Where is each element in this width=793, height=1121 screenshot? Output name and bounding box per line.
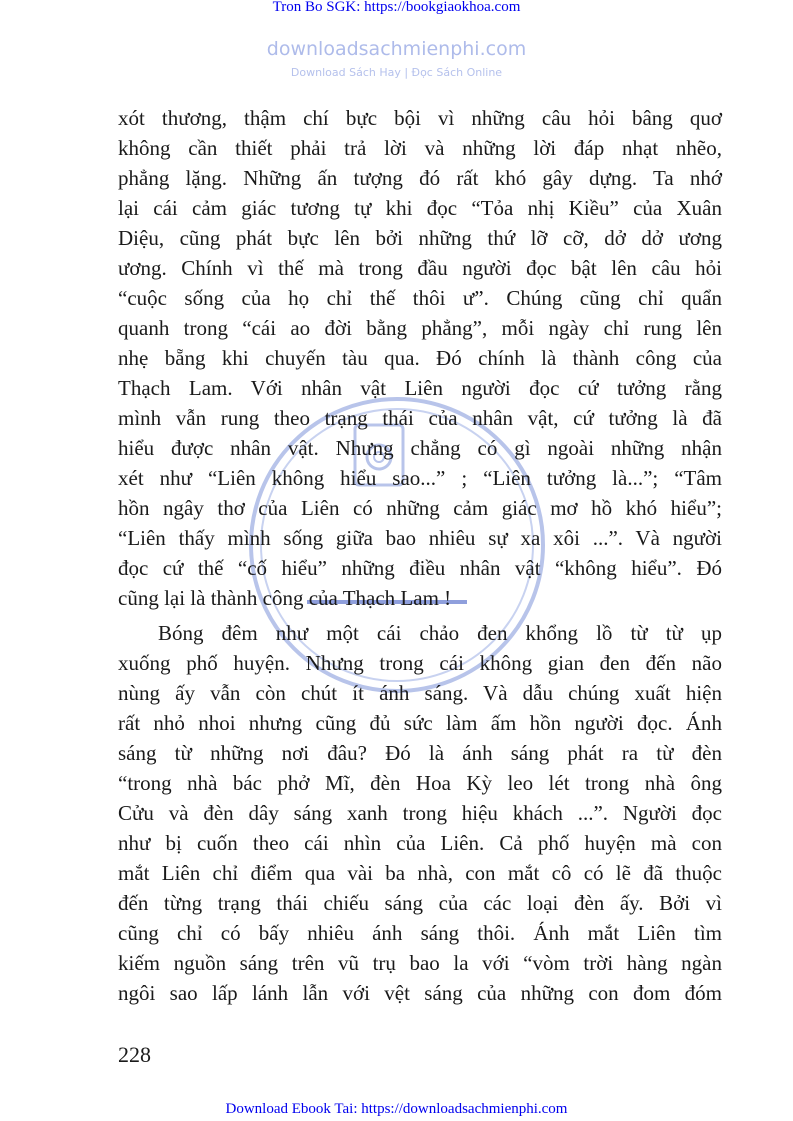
header-link[interactable]: Tron Bo SGK: https://bookgiaokhoa.com: [272, 0, 521, 15]
text-line: quanh trong “cái ao đời bằng phẳng”, mỗi ngày chỉ rung lên: [118, 316, 722, 340]
text-line: xót thương, thậm chí bực bội vì những câu hỏi bâng quơ: [118, 106, 722, 130]
text-line: xuống phố huyện. Nhưng trong cái không gian đen đến não: [118, 651, 722, 675]
text-line: mắt Liên chỉ điểm qua vài ba nhà, con mắt cô có lẽ đã thuộc: [118, 861, 722, 885]
text-line: cũng chỉ có bấy nhiêu ánh sáng thôi. Ánh mắt Liên tìm: [118, 921, 722, 945]
page-body: [118, 103, 722, 1008]
text-line: phẳng lặng. Những ấn tượng đó rất khó gây dựng. Ta nhớ: [118, 166, 722, 190]
watermark-text: downloadsachmienphi.com: [266, 38, 527, 60]
text-line: lại cái cảm giác tương tự khi đọc “Tỏa nhị Kiều” của Xuân: [118, 196, 722, 220]
text-line: “Liên thấy mình sống giữa bao nhiêu sự xa xôi ...”. Và người: [118, 526, 722, 550]
text-line: hiểu được nhân vật. Nhưng chẳng có gì ngoài những nhận: [118, 436, 722, 460]
text-line: Thạch Lam. Với nhân vật Liên người đọc cứ tưởng rằng: [118, 376, 722, 400]
text-line: xét như “Liên không hiểu sao...” ; “Liên tưởng là...”; “Tâm: [118, 466, 722, 490]
text-line: như bị cuốn theo cái nhìn của Liên. Cả phố huyện mà con: [118, 831, 722, 855]
text-line: “trong nhà bác phở Mĩ, đèn Hoa Kỳ leo lét trong nhà ông: [118, 771, 722, 795]
text-line: sáng từ những nơi đâu? Đó là ánh sáng phát ra từ đèn: [118, 741, 722, 765]
watermark-subtext: Download Sách Hay | Đọc Sách Online: [290, 66, 503, 79]
text-line: “cuộc sống của họ chỉ thế thôi ư”. Chúng cũng chỉ quẩn: [118, 286, 722, 310]
text-line: Diệu, cũng phát bực lên bởi những thứ lỡ cỡ, dở dở ương: [118, 226, 722, 250]
footer-link[interactable]: Download Ebook Tai: https://downloadsachmienphi.com: [225, 1101, 568, 1117]
text-line: rất nhỏ nhoi nhưng cũng đủ sức làm ấm hồn người đọc. Ánh: [118, 711, 722, 735]
page-number: 228: [118, 1042, 151, 1067]
text-line: không cần thiết phải trả lời và những lời đáp nhạt nhẽo,: [118, 136, 722, 160]
text-line: mình vẫn rung theo trạng thái của nhân vật, cứ tưởng là đã: [118, 406, 722, 430]
text-line: cũng lại là thành công của Thạch Lam !: [118, 586, 452, 610]
text-line: Bóng đêm như một cái chảo đen khổng lồ từ từ ụp: [158, 621, 722, 645]
text-line: ngôi sao lấp lánh lẫn với vệt sáng của những con đom đóm: [118, 981, 722, 1005]
text-line: nùng ấy vẫn còn chút ít ánh sáng. Và dẫu chúng xuất hiện: [118, 681, 722, 705]
text-line: hồn ngây thơ của Liên có những cảm giác mơ hồ khó hiểu”;: [118, 496, 722, 520]
text-line: kiếm nguồn sáng trên vũ trụ bao la với “vòm trời hàng ngàn: [118, 951, 722, 975]
paragraph-1: [118, 103, 722, 613]
text-line: ương. Chính vì thế mà trong đầu người đọc bật lên câu hỏi: [118, 256, 722, 280]
paragraph-2: [118, 618, 722, 1008]
text-line: nhẹ bẵng khi chuyến tàu qua. Đó chính là thành công của: [118, 346, 722, 370]
text-line: đọc cứ thế “cố hiểu” những điều nhân vật “không hiểu”. Đó: [118, 556, 722, 580]
text-line: đến từng trạng thái chiếu sáng của các loại đèn ấy. Bởi vì: [118, 891, 722, 915]
text-line: Cửu và đèn dây sáng xanh trong hiệu khách ...”. Người đọc: [118, 801, 722, 825]
